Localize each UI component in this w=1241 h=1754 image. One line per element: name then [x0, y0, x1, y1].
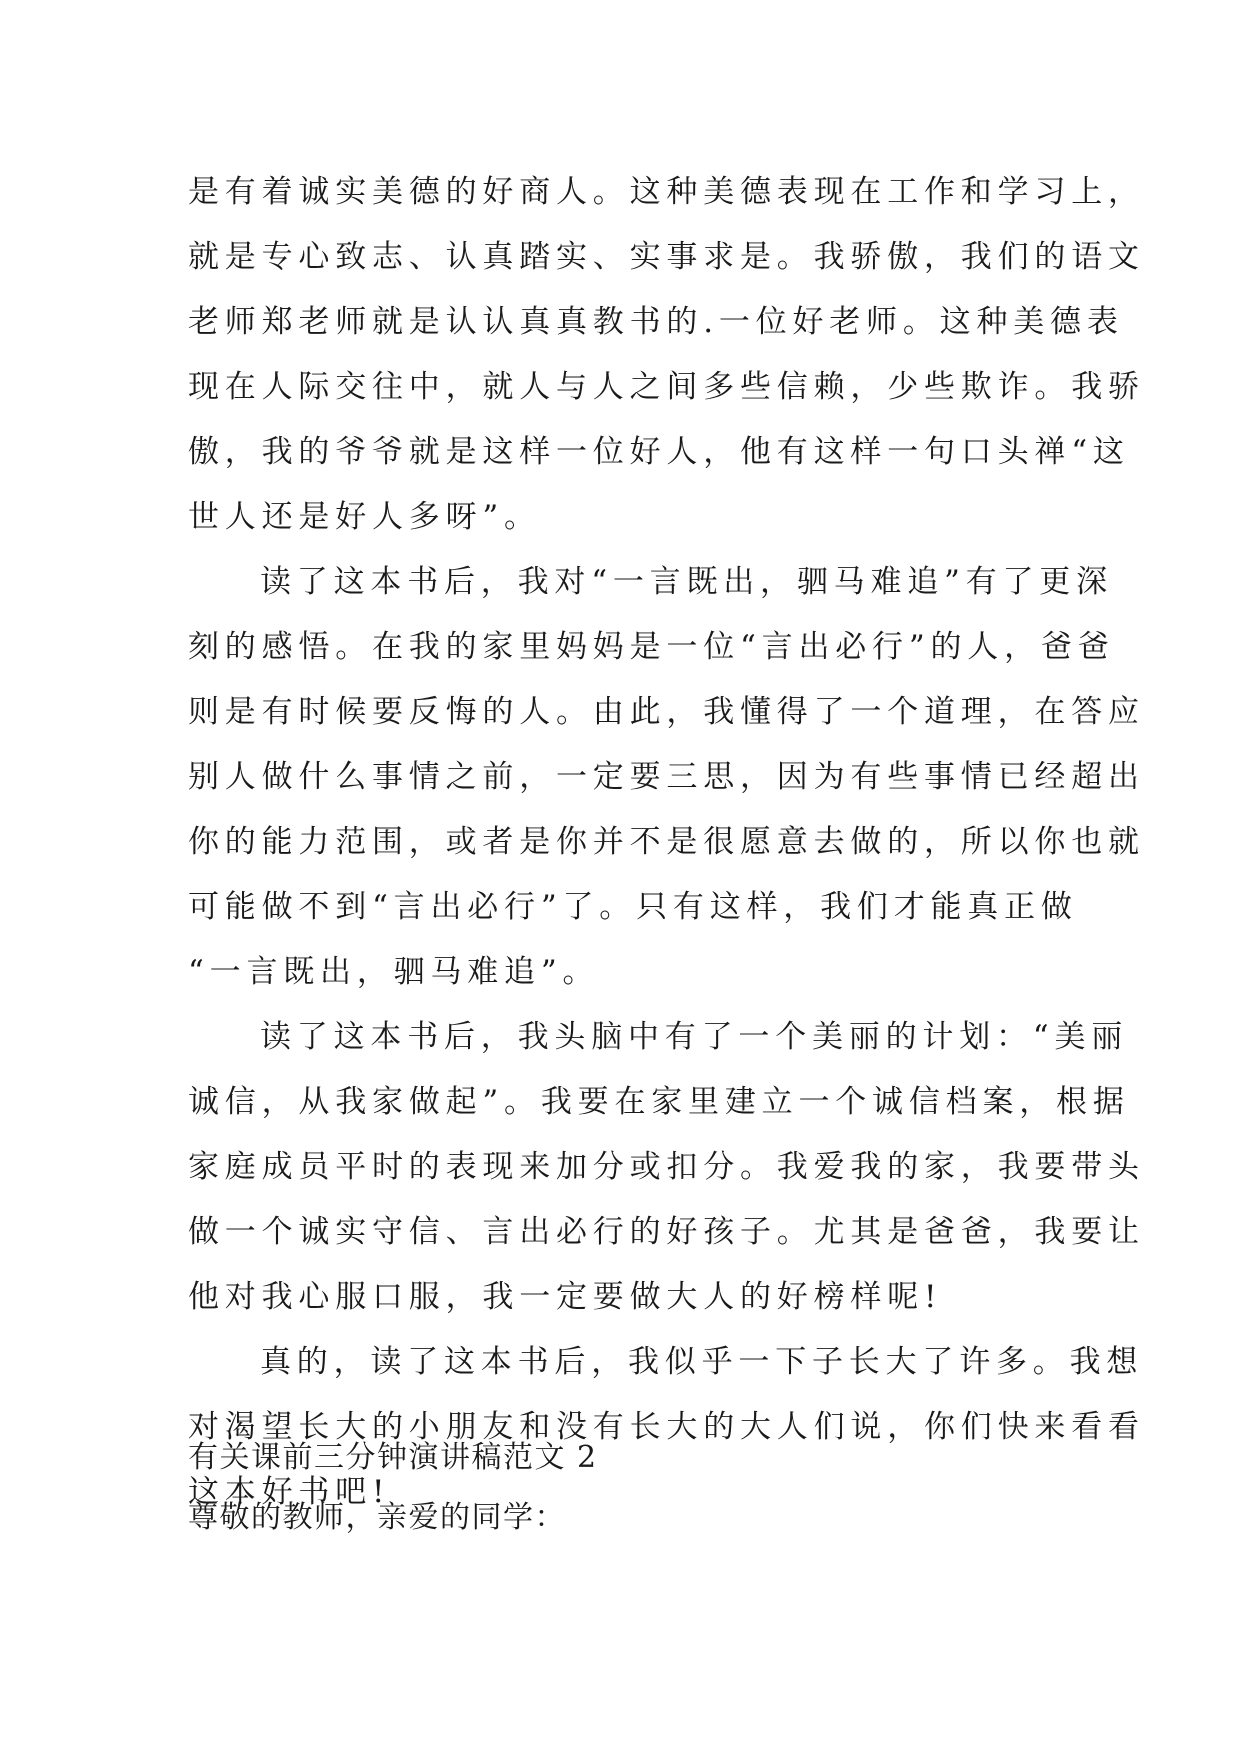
- text-line: 这本好书吧!: [188, 1474, 391, 1510]
- text-line: 傲，我的爷爷就是这样一位好人，他有这样一句口头禅“这: [188, 434, 1130, 470]
- text-line: 你的能力范围，或者是你并不是很愿意去做的，所以你也就: [188, 824, 1145, 860]
- text-line: 刻的感悟。在我的家里妈妈是一位“言出必行”的人，爸爸: [188, 629, 1115, 665]
- text-line: 现在人际交往中，就人与人之间多些信赖，少些欺诈。我骄: [188, 369, 1145, 405]
- section-header: [188, 1428, 1068, 1548]
- text-line: 诚信，从我家做起”。我要在家里建立一个诚信档案，根据: [188, 1084, 1130, 1120]
- paragraph-start-line: 读了这本书后，我对“一言既出，驷马难追”有了更深: [260, 564, 1113, 600]
- salutation: 尊敬的教师，亲爱的同学：: [188, 1500, 566, 1535]
- text-line: 则是有时候要反悔的人。由此，我懂得了一个道理，在答应: [188, 694, 1145, 730]
- text-line: “一言既出，驷马难追”。: [188, 954, 600, 990]
- text-line: 世人还是好人多呀”。: [188, 499, 541, 535]
- section-title: 有关课前三分钟演讲稿范文 2: [188, 1440, 598, 1475]
- paragraph-start-line: 读了这本书后，我头脑中有了一个美丽的计划：“美丽: [260, 1019, 1129, 1055]
- text-line: 对渴望长大的小朋友和没有长大的大人们说，你们快来看看: [188, 1409, 1145, 1445]
- paragraph-start-line: 真的，读了这本书后，我似乎一下子长大了许多。我想: [260, 1344, 1144, 1380]
- text-line: 就是专心致志、认真踏实、实事求是。我骄傲，我们的语文: [188, 239, 1145, 275]
- body-text: [188, 160, 1145, 1525]
- text-line: 做一个诚实守信、言出必行的好孩子。尤其是爸爸，我要让: [188, 1214, 1145, 1250]
- text-line: 别人做什么事情之前，一定要三思，因为有些事情已经超出: [188, 759, 1145, 795]
- text-line: 老师郑老师就是认认真真教书的.一位好老师。这种美德表: [188, 304, 1124, 340]
- text-line: 是有着诚实美德的好商人。这种美德表现在工作和学习上，: [188, 174, 1145, 210]
- text-line: 可能做不到“言出必行”了。只有这样，我们才能真正做: [188, 889, 1078, 925]
- text-line: 家庭成员平时的表现来加分或扣分。我爱我的家，我要带头: [188, 1149, 1145, 1185]
- text-line: 他对我心服口服，我一定要做大人的好榜样呢!: [188, 1279, 943, 1315]
